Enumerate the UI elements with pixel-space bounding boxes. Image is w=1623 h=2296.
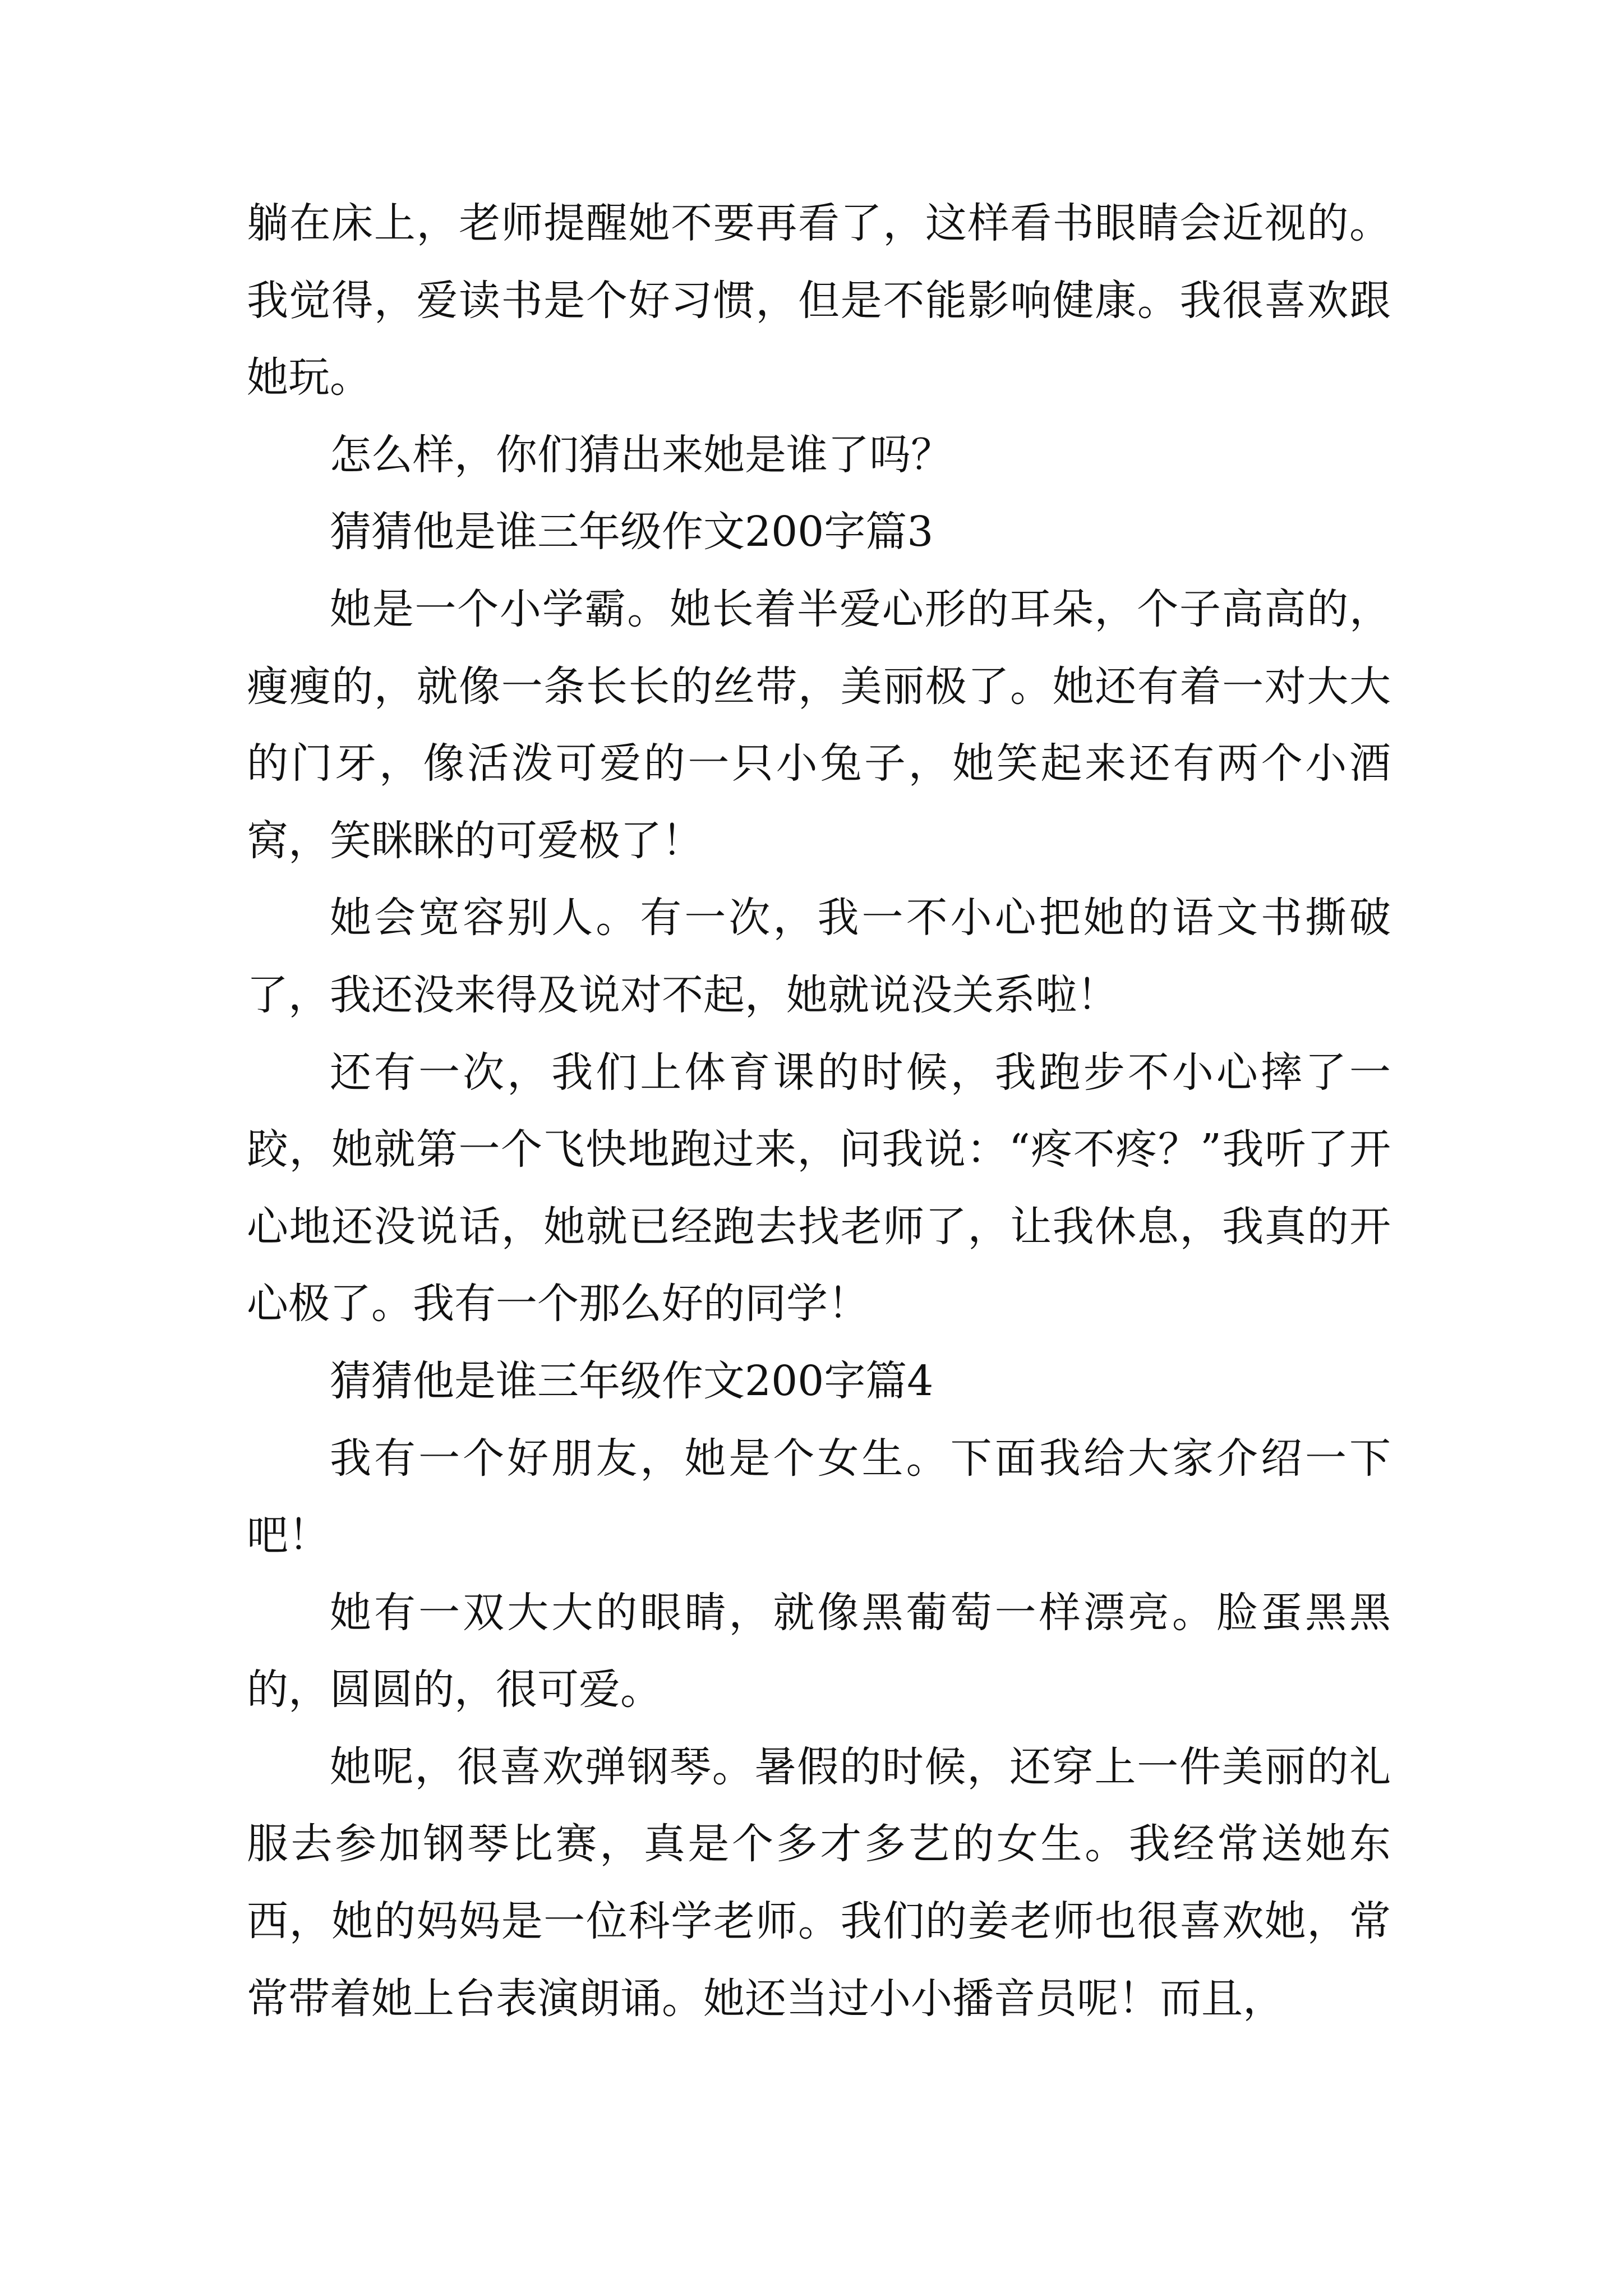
paragraph: 她会宽容别人。有一次，我一不小心把她的语文书撕破了，我还没来得及说对不起，她就说没关系啦！ xyxy=(247,894,1391,1019)
paragraph: 怎么样，你们猜出来她是谁了吗？ xyxy=(330,430,952,479)
paragraph: 还有一次，我们上体育课的时候，我跑步不小心摔了一跤，她就第一个飞快地跑过来，问我说：“疼不疼？”我听了开心地还没说话，她就已经跑去找老师了，让我休息，我真的开心极了。我有一个那么好的同学！ xyxy=(247,1048,1391,1328)
section-heading: 猜猜他是谁三年级作文200字篇3 xyxy=(330,508,934,556)
paragraph: 她呢，很喜欢弹钢琴。暑假的时候，还穿上一件美丽的礼服去参加钢琴比赛，真是个多才多艺的女生。我经常送她东西，她的妈妈是一位科学老师。我们的姜老师也很喜欢她，常常带着她上台表演朗诵。她还当过小小播音员呢！而且， xyxy=(247,1742,1391,2023)
paragraph: 她有一双大大的眼睛，就像黑葡萄一样漂亮。脸蛋黑黑的，圆圆的，很可爱。 xyxy=(247,1588,1391,1714)
paragraph-continuation: 躺在床上，老师提醒她不要再看了，这样看书眼睛会近视的。我觉得，爱读书是个好习惯，但是不能影响健康。我很喜欢跟她玩。 xyxy=(247,199,1391,402)
paragraph: 我有一个好朋友，她是个女生。下面我给大家介绍一下吧！ xyxy=(247,1434,1391,1560)
document-body xyxy=(247,185,1391,2037)
section-heading: 猜猜他是谁三年级作文200字篇4 xyxy=(330,1356,934,1405)
paragraph: 她是一个小学霸。她长着半爱心形的耳朵，个子高高的，瘦瘦的，就像一条长长的丝带，美丽极了。她还有着一对大大的门牙，像活泼可爱的一只小兔子，她笑起来还有两个小酒窝，笑眯眯的可爱极了！ xyxy=(247,585,1391,865)
